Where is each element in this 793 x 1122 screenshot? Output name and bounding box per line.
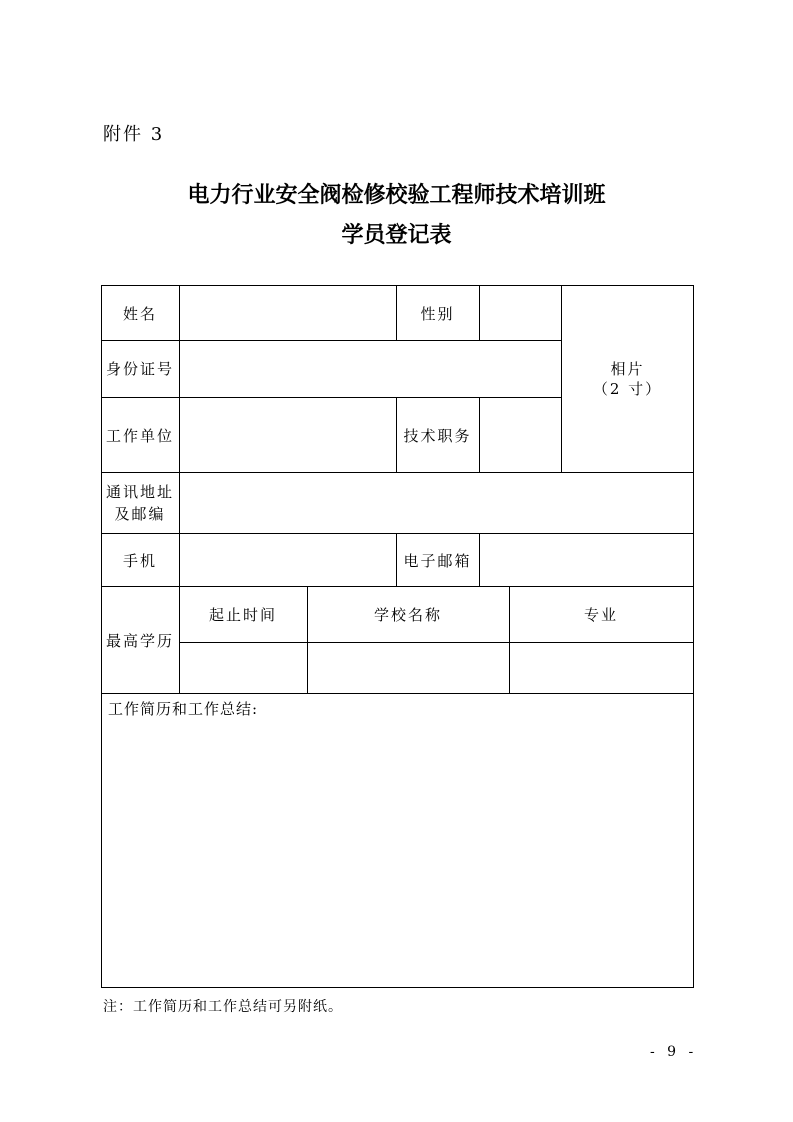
photo-label: 相片 [610,360,645,378]
school-field[interactable] [308,643,509,693]
period-header: 起止时间 [208,605,277,624]
document-subtitle: 学员登记表 [341,223,452,248]
attachment-label: 附件 3 [103,124,165,145]
name-field[interactable] [180,286,396,340]
table-rule [101,693,694,694]
major-header: 专业 [583,605,618,624]
address-label-line1: 通讯地址 [105,482,174,501]
email-label: 电子邮箱 [403,551,472,570]
mobile-field[interactable] [180,534,396,586]
period-field[interactable] [180,643,307,693]
employer-field[interactable] [180,398,396,472]
document-title: 电力行业安全阀检修校验工程师技术培训班 [187,183,606,208]
table-border-bottom [101,987,694,988]
email-field[interactable] [480,534,693,586]
tech-title-label: 技术职务 [403,426,472,445]
tech-title-field[interactable] [480,398,561,472]
name-label: 姓名 [122,304,157,323]
id-number-field[interactable] [180,341,561,397]
address-label-line2: 及邮编 [114,504,166,523]
summary-label: 工作简历和工作总结: [108,700,259,718]
education-label: 最高学历 [105,631,174,650]
school-header: 学校名称 [373,605,442,624]
photo-size: （2 寸） [592,380,663,398]
summary-field[interactable] [102,720,693,987]
address-field[interactable] [180,473,693,533]
footnote: 注：工作简历和工作总结可另附纸。 [103,999,343,1015]
id-label: 身份证号 [105,360,174,378]
mobile-label: 手机 [122,551,157,570]
employer-label: 工作单位 [105,426,174,445]
page-number: - 9 - [650,1044,698,1060]
major-field[interactable] [510,643,693,693]
gender-field[interactable] [480,286,561,340]
gender-label: 性别 [420,304,455,323]
photo-box[interactable] [562,286,693,472]
table-border-right [693,285,694,988]
address-label [101,472,179,533]
